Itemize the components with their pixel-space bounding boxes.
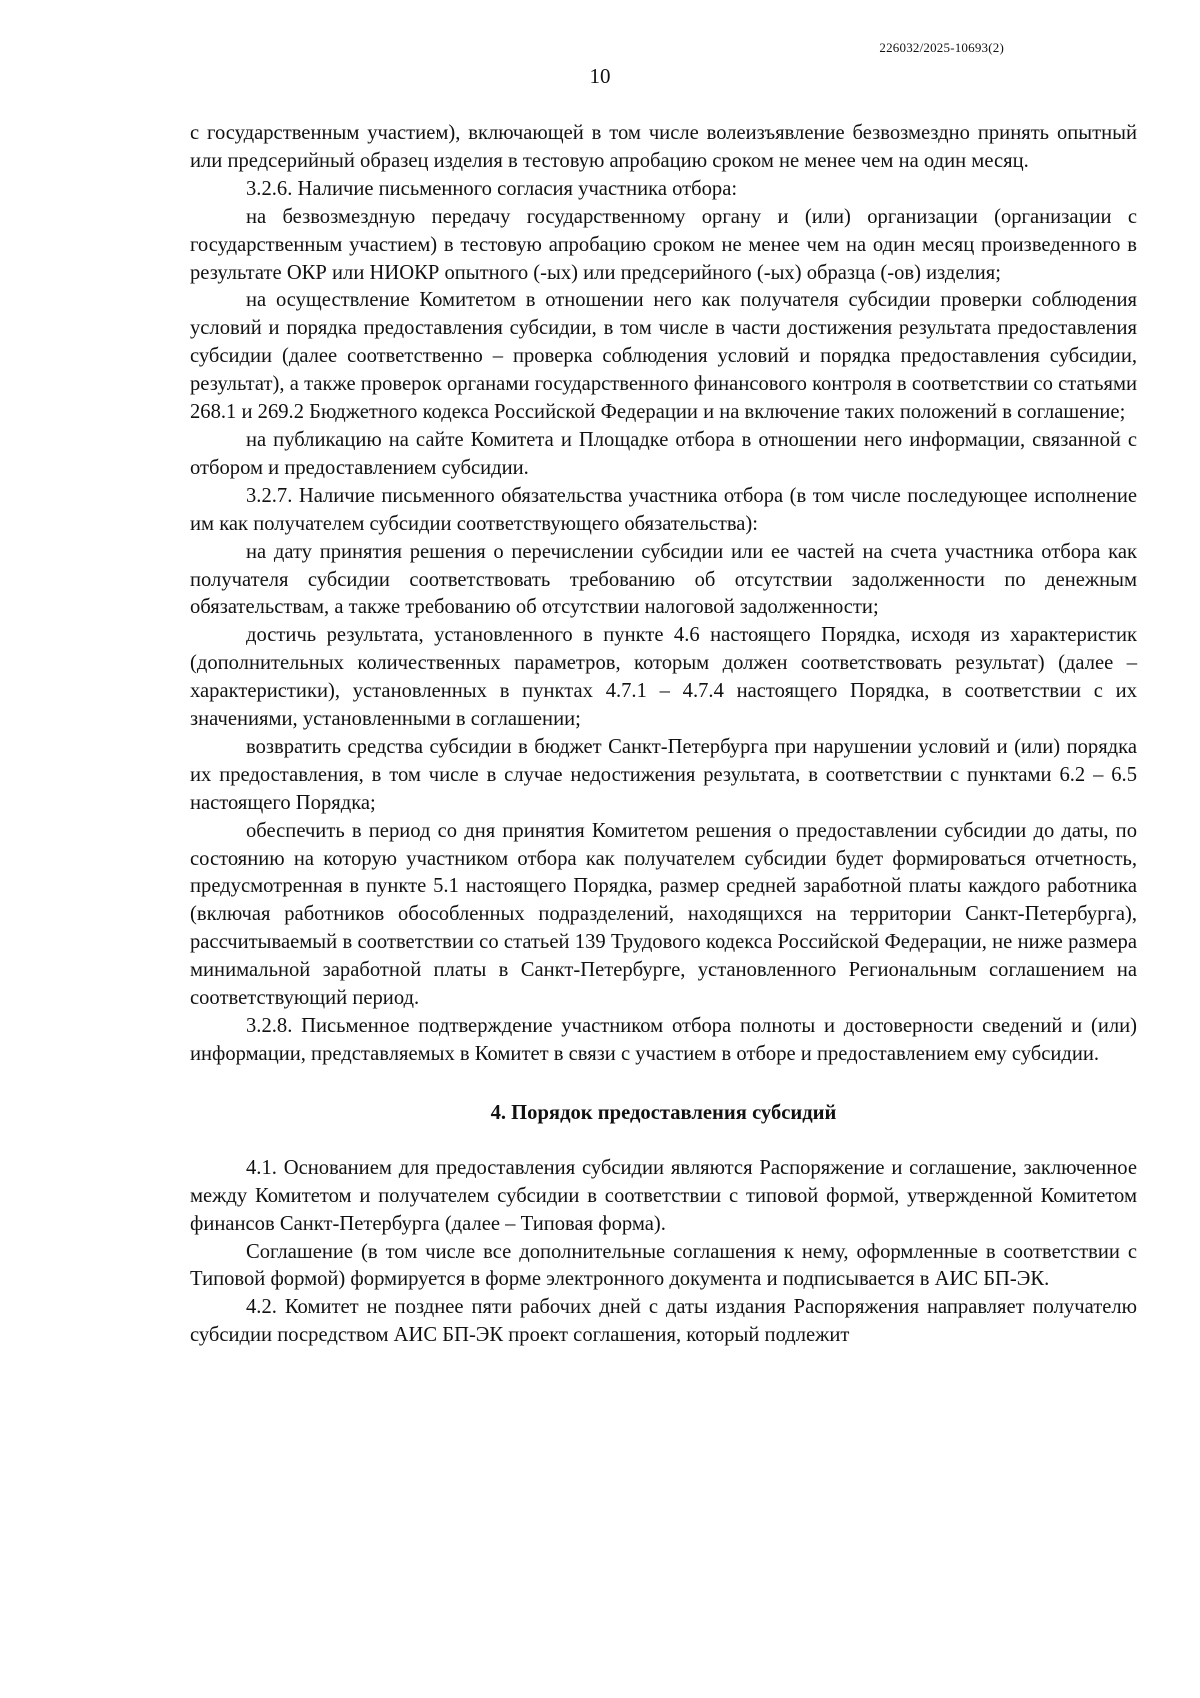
paragraph: Соглашение (в том числе все дополнительные соглашения к нему, оформленные в соответствии с Типовой формой) формируется в форме электронного документа и подписывается в АИС БП-ЭК. xyxy=(190,1240,1137,1291)
paragraph: 3.2.6. Наличие письменного согласия участника отбора: xyxy=(246,177,738,200)
paragraph: достичь результата, установленного в пункте 4.6 настоящего Порядка, исходя из характеристик (дополнительных количественных параметров, которым должен соответствовать результат) (далее – характеристики), установленных в пунктах 4.7.1 – 4.7.4 настоящего Порядка, в соответствии с их значениями, установленными в соглашении; xyxy=(190,624,1137,731)
paragraph: 4.2. Комитет не позднее пяти рабочих дней с даты издания Распоряжения направляет получателю субсидии посредством АИС БП-ЭК проект соглашения, который подлежит xyxy=(190,1296,1137,1347)
paragraph: на дату принятия решения о перечислении субсидии или ее частей на счета участника отбора как получателя субсидии соответствовать требованию об отсутствии задолженности по денежным обязательствам, а также требованию об отсутствии налоговой задолженности; xyxy=(190,540,1137,619)
paragraph: на осуществление Комитетом в отношении него как получателя субсидии проверки соблюдения условий и порядка предоставления субсидии, в том числе в части достижения результата предоставления субсидии (далее соответственно – проверка соблюдения условий и порядка предоставления субсидии, результат), а также проверок органами государственного финансового контроля в соответствии со статьями 268.1 и 269.2 Бюджетного кодекса Российской Федерации и на включение таких положений в соглашение; xyxy=(190,289,1137,424)
paragraph: 4.1. Основанием для предоставления субсидии являются Распоряжение и соглашение, заключенное между Комитетом и получателем субсидии в соответствии с типовой формой, утвержденной Комитетом финансов Санкт-Петербурга (далее – Типовая форма). xyxy=(190,1156,1137,1235)
section-heading: 4. Порядок предоставления субсидий xyxy=(490,1101,837,1124)
paragraph: с государственным участием), включающей в том числе волеизъявление безвозмездно принять опытный или предсерийный образец изделия в тестовую апробацию сроком не менее чем на один месяц. xyxy=(190,122,1137,172)
page-number: 10 xyxy=(589,64,611,88)
paragraph: 3.2.7. Наличие письменного обязательства участника отбора (в том числе последующее исполнение им как получателем субсидии соответствующего обязательства): xyxy=(190,484,1137,535)
paragraph: на безвозмездную передачу государственному органу и (или) организации (организации с государственным участием) в тестовую апробацию сроком не менее чем на один месяц произведенного в результате ОКР или НИОКР опытного (-ых) или предсерийного (-ых) образца (-ов) изделия; xyxy=(190,205,1137,284)
paragraph: 3.2.8. Письменное подтверждение участником отбора полноты и достоверности сведений и (или) информации, представляемых в Комитет в связи с участием в отборе и предоставлением ему субсидии. xyxy=(190,1015,1137,1065)
document-body xyxy=(190,120,1137,1350)
document-id: 226032/2025-10693(2) xyxy=(879,40,1004,55)
paragraph: возвратить средства субсидии в бюджет Санкт-Петербурга при нарушении условий и (или) порядка их предоставления, в том числе в случае недостижения результата, в соответствии с пунктами 6.2 – 6.5 настоящего Порядка; xyxy=(190,735,1137,814)
paragraph: обеспечить в период со дня принятия Комитетом решения о предоставлении субсидии до даты, по состоянию на которую участником отбора как получателем субсидии будет формироваться отчетность, предусмотренная в пункте 5.1 настоящего Порядка, размер средней заработной платы каждого работника (включая работников обособленных подразделений, находящихся на территории Санкт-Петербурга), рассчитываемый в соответствии со статьей 139 Трудового кодекса Российской Федерации, не ниже размера минимальной заработной платы в Санкт-Петербурге, установленного Региональным соглашением на соответствующий период. xyxy=(190,819,1137,1010)
paragraph: на публикацию на сайте Комитета и Площадке отбора в отношении него информации, связанной с отбором и предоставлением субсидии. xyxy=(190,428,1137,479)
